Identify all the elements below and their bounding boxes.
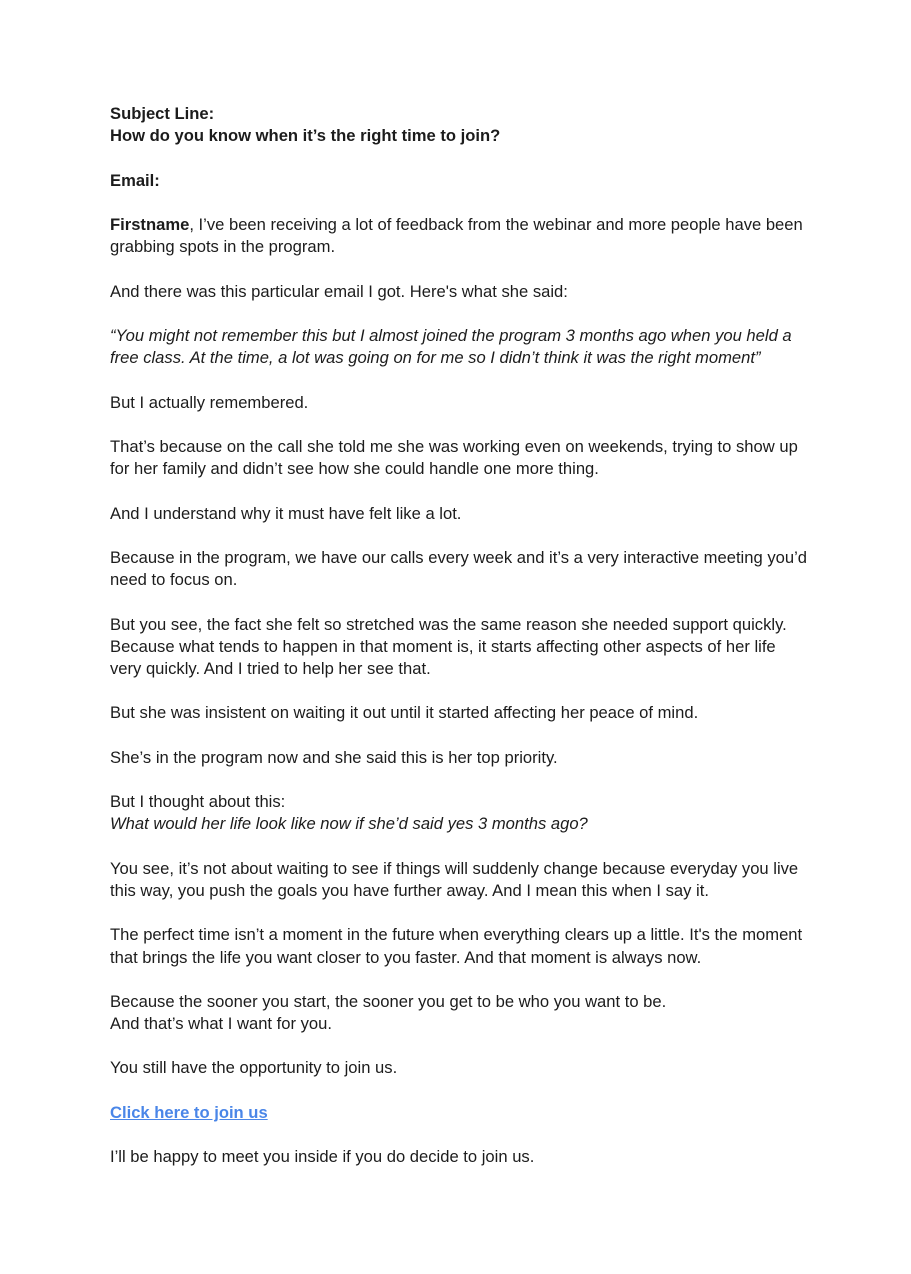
email-label: Email: <box>110 170 160 190</box>
firstname-placeholder: Firstname <box>110 214 190 234</box>
paragraph-opportunity: You still have the opportunity to join us. <box>110 1058 398 1078</box>
paragraph-call: That’s because on the call she told me she was working even on weekends, trying to show up for her family and didn’t see how she could handle one more thing. <box>110 436 798 479</box>
subject-text: How do you know when it’s the right time to join? <box>110 126 501 146</box>
paragraph-remembered: But I actually remembered. <box>110 392 309 412</box>
testimonial-quote: “You might not remember this but I almost joined the program 3 months ago when you held a free class. At the time, a lot was going on for me so I didn’t think it was the right moment” <box>110 325 792 368</box>
paragraph-waiting: You see, it’s not about waiting to see if things will suddenly change because everyday you live this way, you push the goals you have further away. And I mean this when I say it. <box>110 858 799 900</box>
paragraph-perfect-time: The perfect time isn’t a moment in the future when everything clears up a little. It's the moment that brings the life you want closer to you faster. And that moment is always now. <box>110 925 803 967</box>
paragraph-insistent: But she was insistent on waiting it out until it started affecting her peace of mind. <box>110 703 699 723</box>
paragraph-priority: She’s in the program now and she said this is her top priority. <box>110 747 558 767</box>
paragraph-closing: I’ll be happy to meet you inside if you do decide to join us. <box>110 1147 535 1167</box>
intro-paragraph <box>110 214 810 258</box>
email-document <box>110 103 810 1191</box>
sooner-block <box>110 991 810 1035</box>
paragraph-stretched: But you see, the fact she felt so stretched was the same reason she needed support quickly. Because what tends to happen in that moment is, it starts affecting other aspects of her life very quickly. And I tried to help her see that. <box>110 614 787 678</box>
thought-question: What would her life look like now if she’d said yes 3 months ago? <box>110 814 588 834</box>
intro-text: , I’ve been receiving a lot of feedback from the webinar and more people have been grabbing spots in the program. <box>110 214 803 257</box>
paragraph-email-got: And there was this particular email I got. Here's what she said: <box>110 281 568 301</box>
join-us-link[interactable]: Click here to join us <box>110 1102 268 1122</box>
subject-label: Subject Line: <box>110 104 215 123</box>
thought-block <box>110 791 810 835</box>
thought-intro: But I thought about this: <box>110 792 286 812</box>
sooner-line-2: And that’s what I want for you. <box>110 1014 332 1034</box>
cta-paragraph <box>110 1102 810 1124</box>
sooner-line-1: Because the sooner you start, the sooner you get to be who you want to be. <box>110 991 667 1011</box>
subject-block <box>110 103 810 147</box>
paragraph-understand: And I understand why it must have felt like a lot. <box>110 503 462 523</box>
paragraph-program: Because in the program, we have our calls every week and it’s a very interactive meeting you’d need to focus on. <box>110 547 807 590</box>
